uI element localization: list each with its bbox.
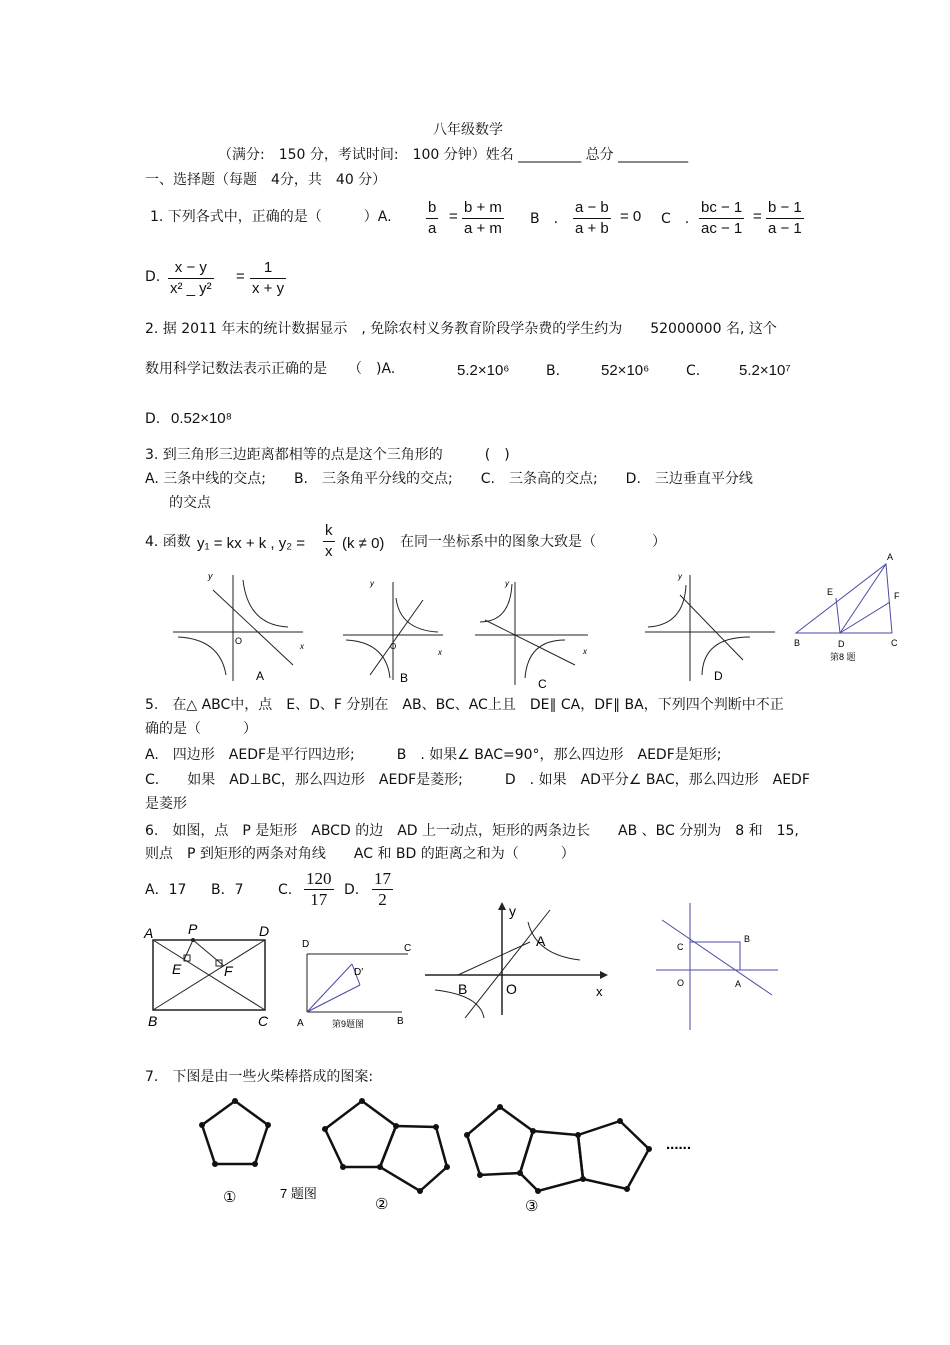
- q1-c-frac1: $\frac{bc - 1}{ac - 1}$: [701, 199, 743, 237]
- q1-c-eq: =: [753, 208, 762, 225]
- fig8-E: E: [827, 587, 834, 597]
- fig8-A: A: [887, 552, 894, 562]
- q1-b-label: B .: [530, 211, 559, 227]
- q7-label-2: ②: [375, 1196, 389, 1213]
- figure-6: [140, 918, 280, 1033]
- fig9-D: D: [302, 939, 310, 950]
- q5-line4: C. 如果 AD⊥BC，那么四边形 AEDF是菱形; D . 如果 AD平分∠ BAC，那么四边形 AEDF: [145, 772, 810, 788]
- fig6-E: E: [172, 961, 182, 977]
- figure-hyperbola: [420, 900, 610, 1020]
- hyp-x: x: [596, 984, 603, 999]
- section-heading: 一、选择题（每题 4分，共 40 分）: [145, 172, 387, 188]
- q4-stem-post: 在同一坐标系中的图象大致是（ ）: [400, 534, 666, 550]
- q2-d-label: D.: [145, 411, 161, 427]
- fig6-P: P: [188, 921, 198, 937]
- q1-a-frac1: $\frac{b}{a}$: [428, 199, 437, 237]
- q3-options: A. 三条中线的交点; B. 三条角平分线的交点; C. 三条高的交点; D. 三边垂直平分线: [145, 471, 753, 487]
- svg-text:O: O: [390, 642, 397, 651]
- q2-line2: 数用科学记数法表示正确的是 （ )A.: [145, 361, 396, 377]
- q4-graph-b: [338, 570, 453, 685]
- q4-frac: $\frac{k}{x}$: [325, 522, 333, 560]
- page-title: 八年级数学: [433, 122, 503, 138]
- rect-C: C: [677, 942, 684, 952]
- q6-option-b: B．7: [211, 882, 244, 898]
- svg-text:x: x: [438, 648, 442, 657]
- q1-b-frac: $\frac{a - b}{a + b}$: [575, 199, 609, 237]
- q1-stem: 1. 下列各式中，正确的是（ ）A.: [150, 209, 392, 225]
- q2-option-a: 5.2×10⁶: [457, 362, 510, 379]
- rect-B: B: [744, 934, 751, 944]
- exam-info: （满分: 150 分，考试时间: 100 分钟）姓名 _________ 总分 __________: [218, 147, 689, 163]
- svg-text:y: y: [678, 572, 682, 581]
- q7-stem: 7. 下图是由一些火柴棒搭成的图案:: [145, 1069, 374, 1085]
- hyp-O: O: [506, 981, 517, 997]
- q7-ellipsis: ......: [666, 1136, 692, 1153]
- fig8-B: B: [794, 638, 801, 648]
- q1-c-frac2: $\frac{b - 1}{a - 1}$: [768, 199, 802, 237]
- q2-option-d: 0.52×10⁸: [171, 410, 232, 427]
- fig6-D: D: [259, 923, 270, 939]
- q6-option-d: $\frac{17}{2}$: [374, 869, 391, 909]
- q7-label-3: ③: [525, 1198, 539, 1215]
- q1-c-label: C .: [661, 211, 690, 227]
- q2-line1: 2. 据 2011 年末的统计数据显示 , 免除农村义务教育阶段学杂费的学生约为 52000000 名, 这个: [145, 321, 777, 337]
- fig8-caption: 第8 题: [830, 652, 856, 662]
- q2-option-c: 5.2×10⁷: [739, 362, 791, 379]
- figure-7-matchsticks: [180, 1085, 720, 1220]
- svg-text:x: x: [300, 642, 304, 651]
- q6-line2: 则点 P 到矩形的两条对角线 AC 和 BD 的距离之和为（ ）: [145, 846, 575, 862]
- q5-line3: A. 四边形 AEDF是平行四边形; B . 如果∠ BAC=90°，那么四边形 AEDF是矩形;: [145, 747, 722, 763]
- q4-cond: (k ≠ 0): [342, 535, 385, 552]
- graph-label-d: D: [714, 669, 723, 683]
- figure-9: [290, 930, 420, 1035]
- fig8-C: C: [891, 638, 898, 648]
- figure-8: [788, 550, 913, 665]
- svg-text:y: y: [370, 579, 374, 588]
- q1-d-eq: =: [236, 268, 245, 285]
- q1-b-rhs: = 0: [620, 208, 642, 225]
- q4-stem-pre: 4. 函数: [145, 534, 191, 550]
- q1-a-eq: =: [449, 208, 458, 225]
- q1-d-label: D.: [145, 269, 161, 285]
- fig9-caption: 第9题图: [332, 1019, 365, 1029]
- graph-label-b: B: [400, 671, 409, 685]
- svg-text:x: x: [583, 647, 587, 656]
- fig9-B: B: [397, 1016, 404, 1027]
- q7-caption: 7 题图: [280, 1186, 317, 1201]
- fig6-B: B: [148, 1013, 158, 1029]
- fig8-D: D: [838, 639, 845, 649]
- graph-label-c: C: [538, 677, 547, 690]
- q5-line2: 确的是（ ）: [145, 721, 257, 737]
- svg-text:y: y: [505, 579, 509, 588]
- q6-c-label: C.: [278, 882, 293, 898]
- hyp-A: A: [536, 933, 546, 949]
- q4-formula: y₁ = kx + k , y₂ =: [197, 535, 306, 552]
- q2-b-label: B.: [546, 363, 561, 379]
- fig9-C: C: [404, 943, 412, 954]
- svg-text:y: y: [208, 571, 213, 581]
- fig6-F: F: [224, 963, 233, 979]
- q3-cont: 的交点: [169, 495, 211, 511]
- q5-line5: 是菱形: [145, 796, 187, 812]
- fig6-A: A: [144, 925, 154, 941]
- q5-line1: 5. 在△ ABC中，点 E、D、F 分别在 AB、BC、AC上且 DE∥ CA，DF∥ BA，下列四个判断中不正: [145, 697, 784, 713]
- q6-option-a: A．17: [145, 882, 187, 898]
- fig9-Dprime: D′: [354, 967, 364, 978]
- q4-graph-d: [640, 565, 780, 685]
- fig9-A: A: [297, 1018, 304, 1029]
- fig6-C: C: [258, 1013, 269, 1029]
- fig8-F: F: [894, 591, 900, 601]
- hyp-y: y: [509, 903, 516, 919]
- q2-option-b: 52×10⁶: [601, 362, 650, 379]
- svg-text:O: O: [235, 636, 243, 646]
- rect-O: O: [677, 978, 685, 988]
- q6-option-c: $\frac{120}{17}$: [306, 869, 332, 909]
- q1-d-frac2: $\frac{1}{x + y}$: [252, 259, 285, 297]
- q1-d-frac1: $\frac{x - y}{\text{x² \_ y²}}$: [170, 259, 212, 297]
- rect-A: A: [735, 979, 742, 989]
- q7-label-1: ①: [223, 1189, 237, 1206]
- hyp-B: B: [458, 981, 468, 997]
- figure-rect-axes: [650, 900, 790, 1035]
- q4-graph-a: [168, 565, 318, 685]
- q6-line1: 6. 如图，点 P 是矩形 ABCD 的边 AD 上一动点，矩形的两条边长 AB 、BC 分别为 8 和 15,: [145, 823, 799, 839]
- q1-a-frac2: $\frac{b + m}{a + m}$: [464, 199, 502, 237]
- graph-label-a: A: [256, 669, 265, 683]
- q3-stem: 3. 到三角形三边距离都相等的点是这个三角形的 ( ): [145, 447, 510, 463]
- q6-d-label: D.: [344, 882, 360, 898]
- q2-c-label: C.: [686, 363, 701, 379]
- q4-graph-c: [470, 570, 595, 690]
